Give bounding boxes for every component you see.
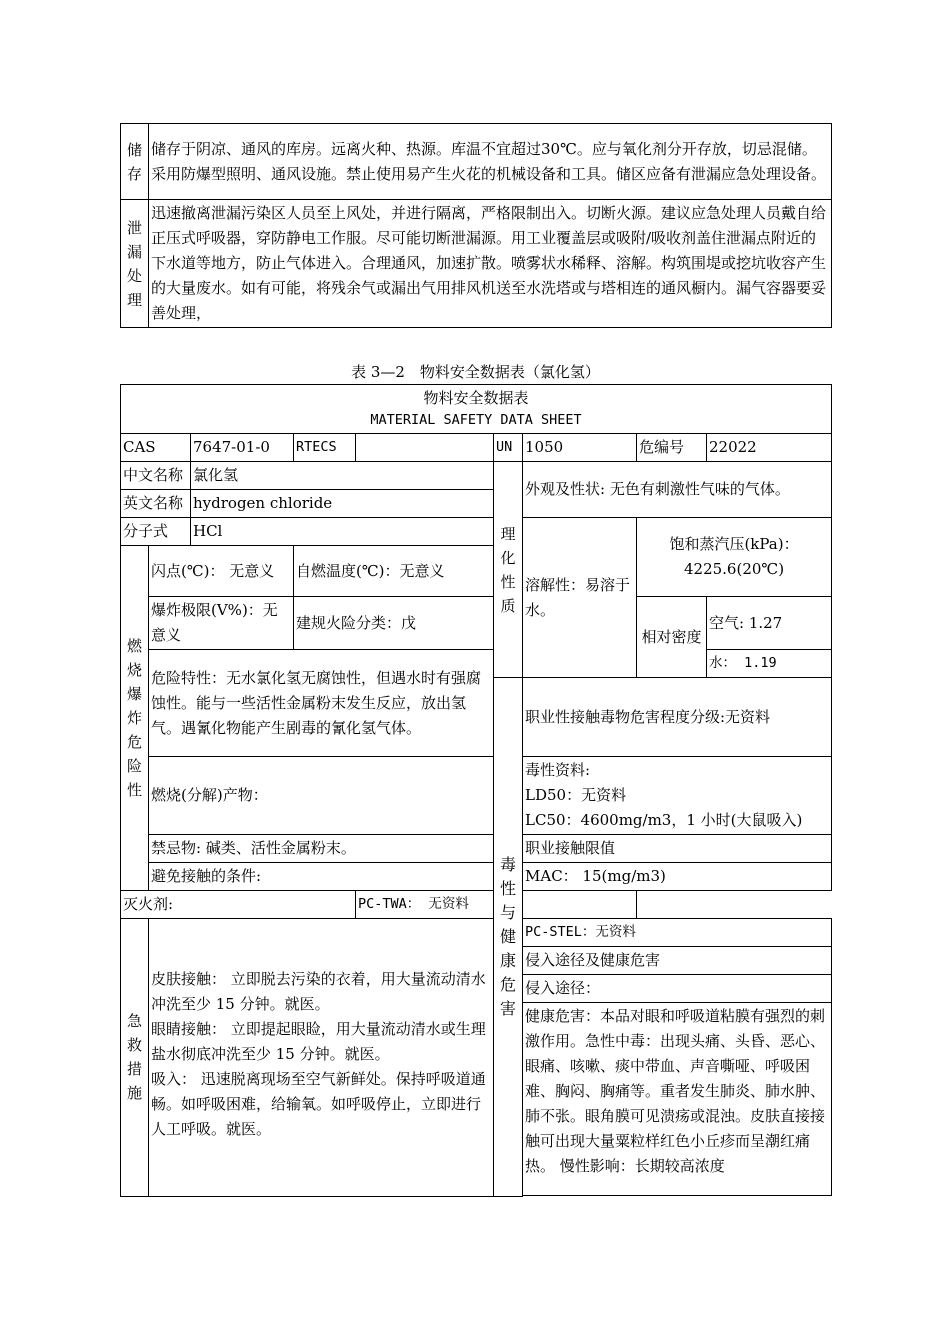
fire-label: 燃烧爆炸危险性: [121, 546, 149, 891]
pc-stel: PC-STEL：无资料: [523, 919, 832, 947]
storage-leak-table: [120, 123, 832, 328]
vapor-pressure-value: 4225.6(20℃): [683, 560, 785, 578]
route: 侵入途径：: [523, 975, 832, 1003]
lc50: LC50：4600mg/m3，1 小时(大鼠吸入): [525, 811, 803, 829]
solubility: 溶解性：易溶于水。: [523, 518, 637, 678]
health-hazard: 健康危害：本品对眼和呼吸道粘膜有强烈的刺激作用。急性中毒：出现头痛、头昏、恶心、眼痛、咳嗽、痰中带血、声音嘶哑、呼吸困难、胸闷、胸痛等。重者发生肺炎、肺水肿、肺不张。眼角膜可见溃疡或混浊。皮肤直接接触可出现大量粟粒样红色小丘疹而呈潮红痛热。 慢性影响：长期较高浓度: [523, 1003, 832, 1196]
autoignition: 自燃温度(℃)：无意义: [294, 546, 494, 597]
storage-label: 储存: [121, 124, 149, 200]
formula-row: [121, 518, 832, 546]
msds-title-en: MATERIAL SAFETY DATA SHEET: [370, 412, 582, 428]
tox-label: 毒性与健康危害: [494, 678, 523, 1197]
title-row: [121, 385, 832, 434]
firstaid-content: [149, 919, 494, 1197]
incompatible-row: [121, 835, 832, 863]
explosion-row: [121, 597, 832, 650]
firstaid-label: 急救措施: [121, 919, 149, 1197]
leak-row: [121, 200, 832, 328]
extinguisher-row: [121, 891, 832, 919]
cn-name-row: [121, 462, 832, 490]
skin-contact: 皮肤接触： 立即脱去污染的衣着，用大量流动清水冲洗至少 15 分钟。就医。: [151, 970, 486, 1013]
en-name-label: 英文名称: [121, 490, 191, 518]
rel-density-water: 水： 1.19: [707, 650, 832, 678]
pc-twa: PC-TWA： 无资料: [356, 891, 637, 919]
firstaid-row-a: [121, 919, 832, 947]
cn-name-label: 中文名称: [121, 462, 191, 490]
hazno-label: 危编号: [637, 434, 707, 462]
incompatible: 禁忌物: 碱类、活性金属粉末。: [149, 835, 494, 863]
rtecs-value: [356, 434, 494, 462]
flash-point: 闪点(℃)： 无意义: [149, 546, 294, 597]
hazno-value: 22022: [707, 434, 832, 462]
rel-density-air: 空气: 1.27: [707, 597, 832, 650]
avoid-row: [121, 863, 832, 891]
explosion-limit: 爆炸极限(V%)：无意义: [149, 597, 294, 650]
storage-text: 储存于阴凉、通风的库房。远离火种、热源。库温不宜超过30℃。应与氧化剂分开存放，切忌混储。采用防爆型照明、通风设施。禁止使用易产生火花的机械设备和工具。储区应备有泄漏应急处理设备。: [149, 124, 832, 200]
msds-title: [121, 385, 832, 434]
rtecs-label: RTECS: [294, 434, 356, 462]
vapor-pressure: [637, 518, 832, 597]
rel-density-label: 相对密度: [637, 597, 707, 678]
msds-title-cn: 物料安全数据表: [423, 389, 529, 407]
un-label: UN: [494, 434, 523, 462]
cas-value: 7647-01-0: [191, 434, 294, 462]
combustion-row: [121, 757, 832, 835]
tox-data: [523, 757, 832, 835]
extinguisher: 灭火剂:: [121, 891, 356, 919]
un-value: 1050: [523, 434, 637, 462]
cas-label: CAS: [121, 434, 191, 462]
hazard-characteristics: 危险特性：无水氯化氢无腐蚀性，但遇水时有强腐蚀性。能与一些活性金属粉末发生反应，放出氢气。遇氰化物能产生剧毒的氰化氢气体。: [149, 650, 494, 757]
en-name-value: hydrogen chloride: [191, 490, 494, 518]
occupational-class: 职业性接触毒物危害程度分级:无资料: [523, 678, 832, 757]
id-row: [121, 434, 832, 462]
tox-data-title: 毒性资料:: [525, 761, 591, 779]
storage-row: [121, 124, 832, 200]
leak-label: 泄漏处理: [121, 200, 149, 328]
fire-class: 建规火险分类：戊: [294, 597, 494, 650]
ld50: LD50：无资料: [525, 786, 627, 804]
leak-text: 迅速撤离泄漏污染区人员至上风处，并进行隔离，严格限制出入。切断火源。建议应急处理人员戴自给正压式呼吸器，穿防静电工作服。尽可能切断泄漏源。用工业覆盖层或吸附/吸收剂盖住泄漏点附近的下水道等地方，防止气体进入。合理通风，加速扩散。喷雾状水稀释、溶解。构筑围堤或挖坑收容产生的大量废水。如有可能，将残余气或漏出气用排风机送至水洗塔或与塔相连的通风橱内。漏气容器要妥善处理，: [149, 200, 832, 328]
hazard-row-a: [121, 650, 832, 678]
phys-label: 理化性质: [494, 462, 523, 678]
table-continuation: [523, 1196, 832, 1197]
mac: MAC： 15(mg/m3): [523, 863, 832, 891]
combustion-products: 燃烧(分解)产物：: [149, 757, 494, 835]
msds-table: [120, 384, 832, 1197]
avoid-conditions: 避免接触的条件:: [149, 863, 494, 891]
table-caption: 表 3—2 物料安全数据表（氯化氢）: [351, 363, 600, 381]
occ-limit: 职业接触限值: [523, 835, 832, 863]
formula-value: HCl: [191, 518, 494, 546]
cn-name-value: 氯化氢: [191, 462, 494, 490]
route-title: 侵入途径及健康危害: [523, 947, 832, 975]
inhalation: 吸入： 迅速脱离现场至空气新鲜处。保持呼吸道通畅。如呼吸困难，给输氧。如呼吸停止，立即进行人工呼吸。就医。: [151, 1070, 486, 1138]
appearance: 外观及性状: 无色有刺激性气味的气体。: [523, 462, 832, 518]
eye-contact: 眼睛接触： 立即提起眼睑，用大量流动清水或生理盐水彻底冲洗至少 15 分钟。就医。: [151, 1020, 486, 1063]
vapor-pressure-label: 饱和蒸汽压(kPa)：: [669, 535, 799, 553]
formula-label: 分子式: [121, 518, 191, 546]
